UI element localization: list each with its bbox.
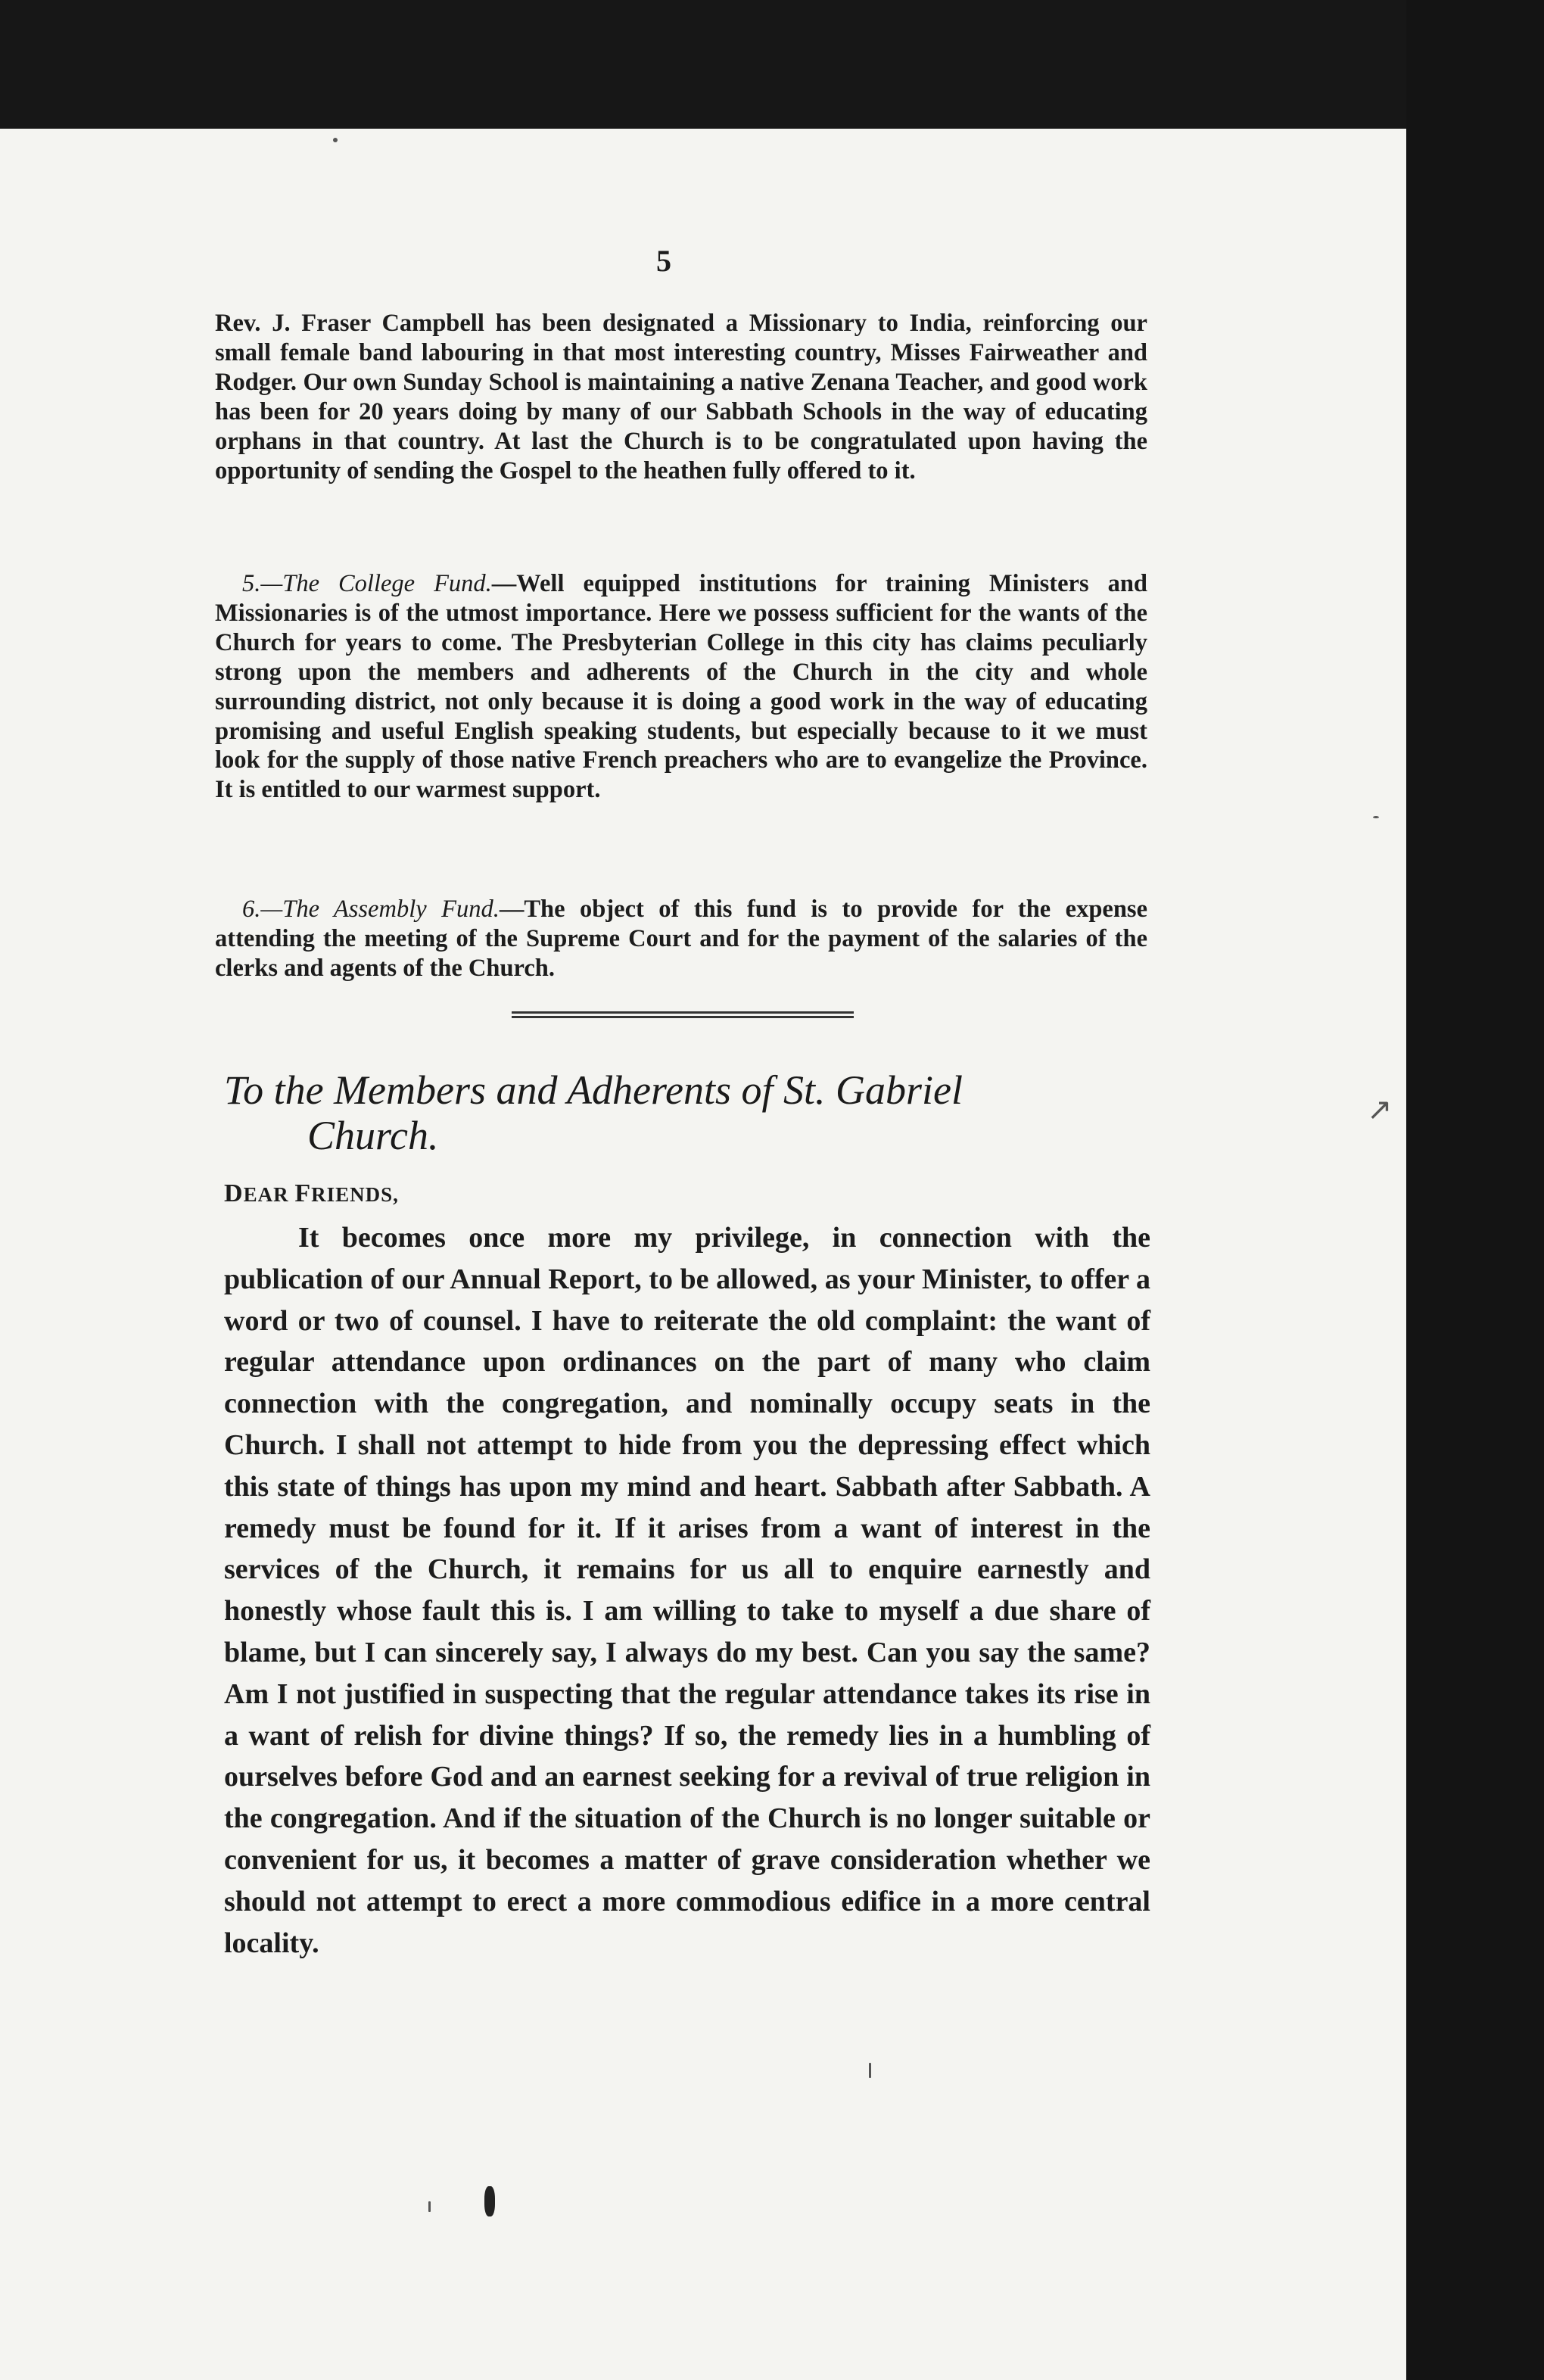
page-number: 5 (656, 244, 671, 278)
dust-speck (1373, 816, 1379, 818)
paragraph-assembly-fund (215, 895, 1147, 983)
letter-body: It becomes once more my privilege, in connection with the publication of our Annual Report, to be allowed, as your Minister, to offer a word or two of counsel. I have to reiterate the old complaint: the want of regular attendance upon ordinances on the part of many who claim connection with the congregation, and nominally occupy seats in the Church. I shall not attempt to hide from you the depressing effect which this state of things has upon my mind and heart. Sabbath after Sabbath. A remedy must be found for it. If it arises from a want of interest in the services of the Church, it remains for us all to enquire earnestly and honestly whose fault this is. I am willing to take to myself a due share of blame, but I can sincerely say, I always do my best. Can you say the same? Am I not justified in suspecting that the regular attendance takes its rise in a want of relish for divine things? If so, the remedy lies in a humbling of ourselves before God and an earnest seeking for a revival of true religion in the congregation. And if the situation of the Church is no longer suitable or convenient for us, it becomes a matter of grave consideration whether we should not attempt to erect a more commodious edifice in a more central locality. (224, 1222, 1150, 1959)
film-border-right (1406, 0, 1544, 2380)
ink-blot (484, 2186, 495, 2216)
college-fund-lead: 5.—The College Fund. (242, 570, 492, 597)
salutation-rest-2: RIENDS, (311, 1183, 399, 1206)
letter-heading (224, 1067, 1163, 1158)
paragraph-college-fund (215, 569, 1147, 805)
assembly-fund-body: —The object of this fund is to provide for the expense attending the meeting of the Supreme Court and for the payment of the salaries of the clerks and agents of the Church. (215, 896, 1147, 982)
dust-speck (869, 2063, 871, 2078)
salutation-rest-1: EAR (243, 1183, 295, 1206)
document-page (0, 129, 1406, 2380)
letter-heading-line2: Church. (307, 1113, 439, 1158)
dust-speck (333, 138, 338, 142)
letter-salutation (224, 1179, 399, 1208)
assembly-fund-lead: 6.—The Assembly Fund. (242, 896, 500, 923)
salutation-initial-2: F (294, 1179, 312, 1207)
dust-speck (428, 2201, 431, 2212)
letter-heading-line1: To the Members and Adherents of St. Gabriel (224, 1067, 963, 1113)
paragraph-missions: Rev. J. Fraser Campbell has been designated a Missionary to India, reinforcing our small female band labouring in that most interesting country, Misses Fairweather and Rodger. Our own Sunday School is maintaining a native Zenana Teacher, and good work has been for 20 years doing by many of our Sabbath Schools in the way of educating orphans in that country. At last the Church is to be congratulated upon having the opportunity of sending the Gospel to the heathen fully offered to it. (215, 310, 1147, 484)
salutation-initial-1: D (224, 1179, 244, 1207)
margin-mark: ↗ (1367, 1092, 1393, 1126)
section-divider (512, 1011, 854, 1022)
film-border-top (0, 0, 1544, 129)
college-fund-body: —Well equipped institutions for training Ministers and Missionaries is of the utmost importance. Here we possess sufficient for the wants of the Church for years to come. The Presbyterian College in this city has claims peculiarly strong upon the members and adherents of the Church in the city and whole surrounding district, not only because it is doing a good work in the way of educating promising and useful English speaking students, but especially because to it we must look for the supply of those native French preachers who are to evangelize the Province. It is entitled to our warmest support. (215, 570, 1147, 804)
